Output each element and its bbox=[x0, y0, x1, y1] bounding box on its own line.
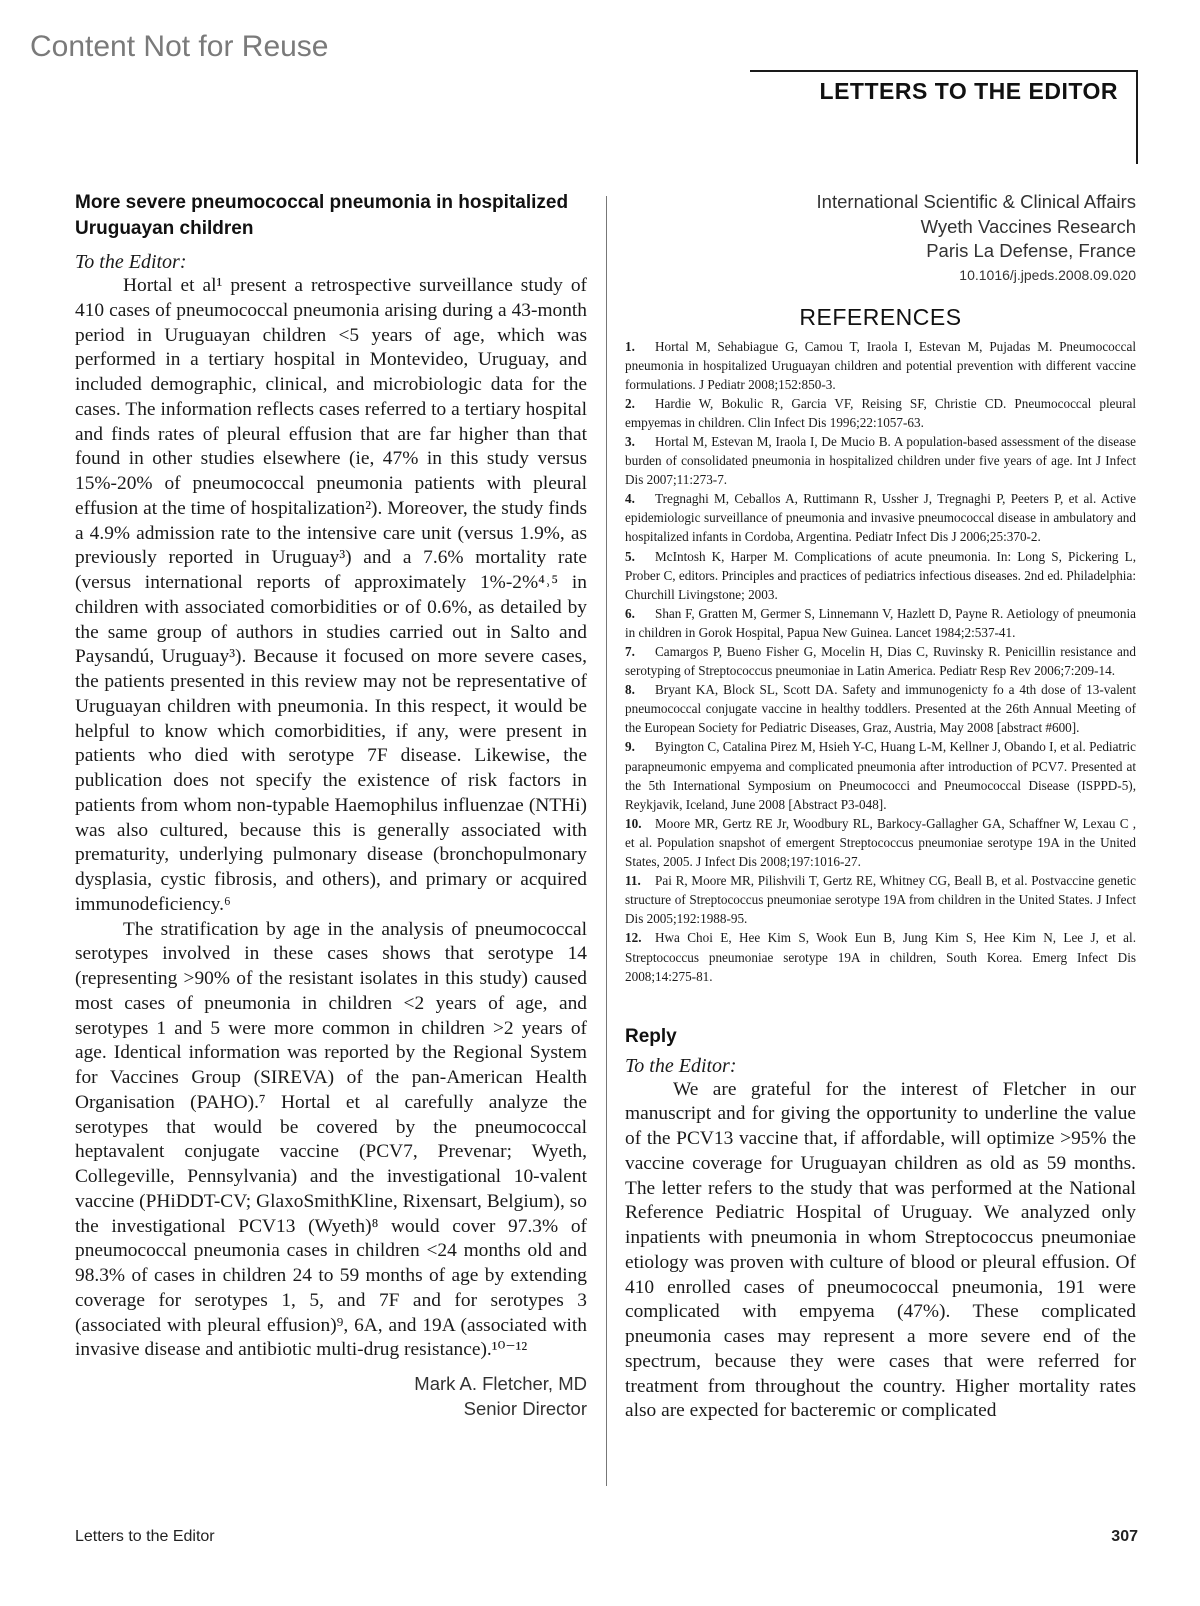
reference-number: 1. bbox=[625, 338, 635, 354]
reference-text: Hortal M, Estevan M, Iraola I, De Mucio B. A population-based assessment of the disease burden of consolidated pneumonia in hospitalized children under five years of age. Int J Infect Dis 2007;11:273-7. bbox=[625, 433, 1136, 488]
reference-number: 6. bbox=[625, 605, 635, 621]
reference-item bbox=[625, 604, 1136, 642]
reference-text: Tregnaghi M, Ceballos A, Ruttimann R, Ussher J, Tregnaghi P, Peeters P, et al. Active epidemiologic surveillance of pneumonia and invasive pneumococcal disease in ambulatory and hospitalized infants in Cordoba, Argentina. Pediatr Infect Dis J 2006;25:370-2. bbox=[625, 491, 1136, 545]
reference-number: 2. bbox=[625, 395, 635, 411]
affiliation-line-1: International Scientific & Clinical Affairs bbox=[816, 191, 1136, 212]
reference-text: Hortal M, Sehabiague G, Camou T, Iraola I, Estevan M, Pujadas M. Pneumococcal pneumonia in hospitalized Uruguayan children and potential prevention with different vaccine formulations. J Pediatr 2008;152:850-3. bbox=[625, 338, 1136, 392]
reference-item bbox=[625, 547, 1136, 604]
section-header bbox=[750, 70, 1138, 164]
footer-section-label: Letters to the Editor bbox=[75, 1528, 215, 1545]
reference-number: 4. bbox=[625, 491, 635, 507]
affiliation-line-2: Wyeth Vaccines Research bbox=[920, 215, 1136, 237]
letter-paragraph-2: The stratification by age in the analysis of pneumococcal serotypes involved in these cases shows that serotype 14 (representing >90% of the resistant isolates in this study) caused most cases of pneumonia in children <2 years of age, and serotypes 1 and 5 were more common in children >2 years of age. Identical information was reported by the Regional System for Vaccines Group (SIREVA) of the pan-American Health Organisation (PAHO).⁷ Hortal et al carefully analyze the serotypes that would be covered by the pneumococcal heptavalent conjugate vaccine (PCV7, Prevenar; Wyeth, Collegeville, Pennsylvania) and the investigational 10-valent vaccine (PHiDDT-CV; GlaxoSmithKline, Rixensart, Belgium), so the investigational PCV13 (Wyeth)⁸ would cover 97.3% of pneumococcal pneumonia cases in children <24 months old and 98.3% of cases in children 24 to 59 months of age by extending coverage for serotypes 1, 5, and 7F and for serotypes 3 (associated with pleural effusion)⁹, 6A, and 19A (associated with invasive disease and antibiotic multi-drug resistance).¹⁰⁻¹² bbox=[75, 918, 587, 1361]
reference-text: Byington C, Catalina Pirez M, Hsieh Y-C, Huang L-M, Kellner J, Obando I, et al. Pediatric parapneumonic empyema and complicated pneumonia after introduction of PCV7. Presented at the 5th International Symposium on Pneumococci and Pneumococcal Disease (ISPPD-5), Reykjavik, Iceland, June 2008 [Abstract P3-048]. bbox=[625, 739, 1136, 812]
reference-number: 10. bbox=[625, 815, 642, 831]
doi[interactable]: 10.1016/j.jpeds.2008.09.020 bbox=[959, 266, 1136, 283]
reference-item bbox=[625, 814, 1136, 871]
reply-paragraph: We are grateful for the interest of Fletcher in our manuscript and for giving the opportunity to underline the value of the PCV13 vaccine that, if affordable, will optimize >95% the vaccine coverage for Uruguayan children as old as 59 months. The letter refers to the study that was performed at the National Reference Pediatric Hospital of Uruguay. We analyzed only inpatients with pneumonia in whom Streptococcus pneumoniae etiology was proven with culture of blood or pleural effusion. Of 410 enrolled cases of pneumococcal pneumonia, 191 were complicated with empyema (47%). These complicated pneumonia cases may represent a more severe end of the spectrum, because they were cases that were referred for treatment from throughout the country. Higher mortality rates also are expected for bacteremic or complicated bbox=[625, 1078, 1136, 1422]
reply-salutation: To the Editor: bbox=[625, 1054, 737, 1077]
reference-item bbox=[625, 432, 1136, 489]
reference-item bbox=[625, 394, 1136, 432]
reference-item bbox=[625, 489, 1136, 546]
letter-column bbox=[75, 190, 587, 1421]
section-header-title: LETTERS TO THE EDITOR bbox=[819, 78, 1118, 104]
letter-paragraph-1: Hortal et al¹ present a retrospective surveillance study of 410 cases of pneumococcal pneumonia arising during a 43-month period in Uruguayan children <5 years of age, which was performed in a tertiary hospital in Montevideo, Uruguay, and included demographic, clinical, and microbiologic data for the cases. The information reflects cases referred to a tertiary hospital and finds rates of pleural effusion that are far higher than that found in other studies elsewhere (ie, 47% in this study versus 15%-20% of pneumococcal pneumonia patients with pleural effusion at the time of hospitalization²). Moreover, the study finds a 4.9% admission rate to the intensive care unit (versus 1.9%, as previously reported in Uruguay³) and a 7.6% mortality rate (versus international reports of approximately 1%-2%⁴˒⁵ in children with associated comorbidities or of 0.6%, as detailed by the same group of authors in studies carried out in Salto and Paysandú, Uruguay³). Because it focused on more severe cases, the patients presented in this review may not be representative of Uruguayan children with pneumonia. In this respect, it would be helpful to know which comorbidities, if any, were present in patients who died with serotype 7F disease. Likewise, the publication does not specify the existence of risk factors in patients from whom non-typable Haemophilus influenzae (NTHi) was also cultured, because this is generally associated with prematurity, underlying pulmonary disease (bronchopulmonary dysplasia, cystic fibrosis, and others), and primary or acquired immunodeficiency.⁶ bbox=[75, 275, 587, 915]
reference-item bbox=[625, 642, 1136, 680]
reference-number: 11. bbox=[625, 873, 641, 889]
signature-name: Mark A. Fletcher, MD bbox=[414, 1373, 587, 1394]
references-list bbox=[625, 337, 1136, 986]
reference-item bbox=[625, 871, 1136, 928]
column-divider bbox=[606, 196, 607, 1486]
reference-text: McIntosh K, Harper M. Complications of acute pneumonia. In: Long S, Pickering L, Prober C, editors. Principles and practices of pediatrics infectious diseases. 2nd ed. Philadelphia: Churchill Livingstone; 2003. bbox=[625, 548, 1136, 602]
reference-item bbox=[625, 928, 1136, 985]
references-heading: REFERENCES bbox=[799, 303, 962, 330]
reply-heading: Reply bbox=[625, 1025, 677, 1047]
reference-number: 3. bbox=[625, 433, 635, 449]
reference-item bbox=[625, 337, 1136, 394]
reference-number: 8. bbox=[625, 682, 635, 698]
letter-salutation: To the Editor: bbox=[75, 251, 187, 273]
reference-text: Bryant KA, Block SL, Scott DA. Safety and immunogenicty fo a 4th dose of 13-valent pneumococcal conjugate vaccine in healthy toddlers. Presented at the 26th Annual Meeting of the European Society for Pediatric Diseases, Graz, Austria, May 2008 [abstract #600]. bbox=[625, 682, 1136, 736]
reference-text: Hwa Choi E, Hee Kim S, Wook Eun B, Jung Kim S, Hee Kim N, Lee J, et al. Streptococcus pneumoniae serotype 19A in children, South Korea. Emerg Infect Dis 2008;14:275-81. bbox=[625, 930, 1136, 984]
reference-number: 7. bbox=[625, 644, 635, 659]
signature bbox=[75, 1371, 587, 1421]
reference-text: Pai R, Moore MR, Pilishvili T, Gertz RE, Whitney CG, Beall B, et al. Postvaccine genetic structure of Streptococcus pneumoniae serotype 19A from children in the United States. J Infect Dis 2005;192:1988-95. bbox=[625, 873, 1136, 927]
reference-number: 12. bbox=[625, 930, 642, 946]
letter-title: More severe pneumococcal pneumonia in hospitalized Uruguayan children bbox=[75, 192, 569, 239]
reference-number: 5. bbox=[625, 548, 635, 564]
watermark: Content Not for Reuse bbox=[30, 30, 329, 63]
reference-text: Camargos P, Bueno Fisher G, Mocelin H, Dias C, Ruvinsky R. Penicillin resistance and serotyping of Streptococcus pneumoniae in Latin America. Pediatr Resp Rev 2006;7:209-14. bbox=[625, 644, 1136, 679]
reference-text: Hardie W, Bokulic R, Garcia VF, Reising SF, Christie CD. Pneumococcal pleural empyemas in children. Clin Infect Dis 1996;22:1057-63. bbox=[625, 395, 1136, 430]
page-number: 307 bbox=[1111, 1528, 1138, 1545]
reference-item bbox=[625, 737, 1136, 813]
reference-text: Shan F, Gratten M, Germer S, Linnemann V, Hazlett D, Payne R. Aetiology of pneumonia in children in Gorok Hospital, Papua New Guinea. Lancet 1984;2:537-41. bbox=[625, 605, 1136, 640]
reference-number: 9. bbox=[625, 739, 635, 755]
right-column bbox=[625, 190, 1136, 1424]
signature-title: Senior Director bbox=[463, 1398, 587, 1419]
reference-text: Moore MR, Gertz RE Jr, Woodbury RL, Barkocy-Gallagher GA, Schaffner W, Lexau C , et al. Population snapshot of emergent Streptococcus pneumoniae serotype 19A in the United States, 2005. J Infect Dis 2008;197:1016-27. bbox=[625, 815, 1136, 870]
affiliation-line-3: Paris La Defense, France bbox=[926, 240, 1136, 261]
affiliation bbox=[625, 190, 1136, 286]
reference-item bbox=[625, 680, 1136, 737]
